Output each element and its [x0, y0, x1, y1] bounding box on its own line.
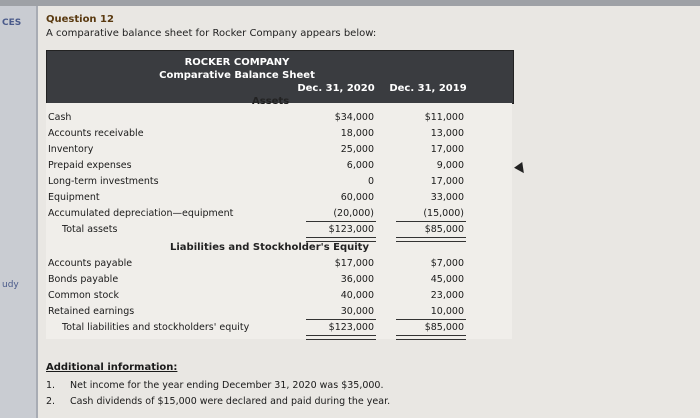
total-double-rule-2019	[396, 335, 466, 340]
value-2020: (20,000)	[333, 208, 374, 219]
sidebar-label-mid[interactable]: udy	[2, 280, 19, 290]
value-2019: 45,000	[430, 274, 464, 285]
list-item	[46, 380, 384, 391]
total-assets-2019: $85,000	[424, 224, 464, 235]
value-2019: 13,000	[430, 128, 464, 139]
row-label: Accumulated depreciation—equipment	[48, 208, 234, 219]
row-label: Equipment	[48, 192, 100, 203]
question-title: Question 12	[46, 14, 114, 25]
value-2019: 17,000	[430, 176, 464, 187]
value-2019: 17,000	[430, 144, 464, 155]
total-double-rule-2019	[396, 237, 466, 242]
value-2020: 60,000	[340, 192, 374, 203]
sheet-title: Comparative Balance Sheet	[159, 70, 315, 81]
value-2020: $34,000	[334, 112, 374, 123]
row-label: Prepaid expenses	[48, 160, 132, 171]
subtotal-rule-2020	[306, 319, 376, 320]
value-2019: 10,000	[430, 306, 464, 317]
row-label: Bonds payable	[48, 274, 119, 285]
subtotal-rule-2019	[396, 221, 466, 222]
item-number: 1.	[46, 380, 56, 391]
value-2020: 30,000	[340, 306, 374, 317]
value-2019: $7,000	[430, 258, 464, 269]
value-2019: $11,000	[424, 112, 464, 123]
assets-heading: Assets	[252, 96, 290, 107]
value-2020: 0	[367, 176, 374, 187]
value-2019: (15,000)	[423, 208, 464, 219]
value-2020: 18,000	[340, 128, 374, 139]
sidebar-label-top[interactable]: CES	[2, 18, 22, 28]
company-name: ROCKER COMPANY	[184, 57, 290, 68]
row-label: Common stock	[48, 290, 120, 301]
sidebar	[0, 6, 38, 418]
row-label: Accounts receivable	[48, 128, 144, 139]
row-label: Long-term investments	[48, 176, 159, 187]
row-label: Cash	[48, 112, 72, 123]
row-label: Inventory	[48, 144, 94, 155]
total-double-rule-2020	[306, 335, 376, 340]
column-header-2020: Dec. 31, 2020	[297, 83, 375, 94]
liabilities-heading: Liabilities and Stockholder's Equity	[170, 242, 369, 253]
question-content	[38, 6, 700, 418]
column-header-2019: Dec. 31, 2019	[389, 83, 467, 94]
item-text: Cash dividends of $15,000 were declared and paid during the year.	[70, 396, 391, 407]
additional-info-title: Additional information:	[46, 362, 178, 373]
row-label: Retained earnings	[48, 306, 135, 317]
total-assets-label: Total assets	[62, 224, 118, 235]
total-assets-2020: $123,000	[328, 224, 374, 235]
item-number: 2.	[46, 396, 56, 407]
total-liabilities-label: Total liabilities and stockholders' equity	[62, 322, 250, 333]
value-2020: 40,000	[340, 290, 374, 301]
value-2020: 25,000	[340, 144, 374, 155]
value-2019: 33,000	[430, 192, 464, 203]
value-2019: 9,000	[436, 160, 464, 171]
subtotal-rule-2020	[306, 221, 376, 222]
total-liabilities-2020: $123,000	[328, 322, 374, 333]
value-2020: $17,000	[334, 258, 374, 269]
list-item	[46, 396, 390, 407]
value-2020: 6,000	[346, 160, 374, 171]
total-liabilities-2019: $85,000	[424, 322, 464, 333]
value-2019: 23,000	[430, 290, 464, 301]
row-label: Accounts payable	[48, 258, 133, 269]
value-2020: 36,000	[340, 274, 374, 285]
subtotal-rule-2019	[396, 319, 466, 320]
item-text: Net income for the year ending December 31, 2020 was $35,000.	[70, 380, 384, 391]
question-prompt: A comparative balance sheet for Rocker Company appears below:	[46, 28, 377, 39]
